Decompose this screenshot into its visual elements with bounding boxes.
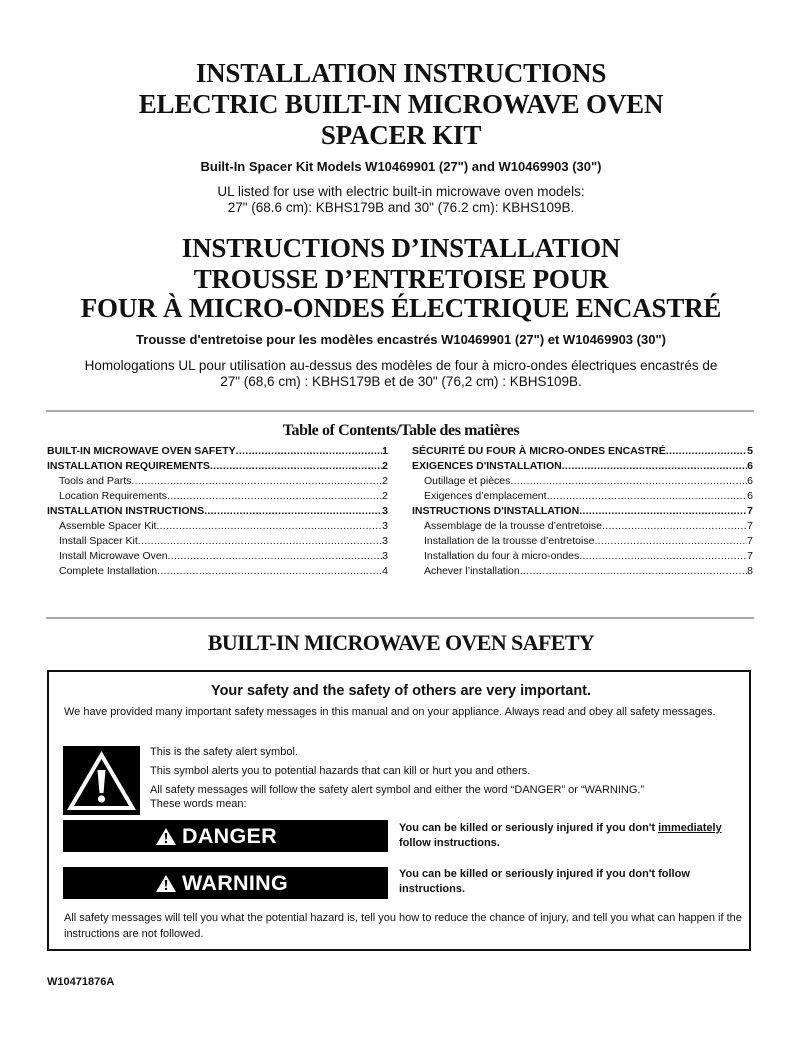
toc-left-column <box>47 444 388 579</box>
toc-entry-label: Install Microwave Oven <box>59 550 168 562</box>
toc-entry-label: BUILT-IN MICROWAVE OVEN SAFETY <box>47 445 236 457</box>
warning-signal-bar <box>63 867 388 899</box>
toc-entry-label: Installation de la trousse d’entretoise <box>424 535 595 547</box>
toc-entry[interactable] <box>47 504 388 519</box>
danger-signal-bar <box>63 820 388 852</box>
toc-title: Table of Contents/Table des matières <box>282 422 520 439</box>
toc-entry-label: Tools and Parts <box>59 475 132 487</box>
toc-leader-dots <box>156 519 382 534</box>
toc-entry[interactable] <box>412 444 753 459</box>
safety-heading: BUILT-IN MICROWAVE OVEN SAFETY <box>207 630 595 655</box>
danger-description <box>399 821 749 851</box>
safety-footer: All safety messages will tell you what the potential hazard is, tell you how to reduce the chance of injury, and tell you what can happen if the instructions are not followed. <box>64 912 742 940</box>
toc-leader-dots <box>562 459 747 474</box>
safety-alert-symbol <box>63 746 140 815</box>
toc-entry-page: 6 <box>747 475 753 487</box>
ul-fr-line-1: Homologations UL pour utilisation au-dessus des modèles de four à micro-ondes électriques encastrés de <box>84 358 718 373</box>
toc-entry-page: 3 <box>382 550 388 562</box>
title-fr-line-2: TROUSSE D’ENTRETOISE POUR <box>193 264 609 294</box>
danger-desc-emphasis: immediately <box>658 822 722 834</box>
toc-entry[interactable] <box>412 489 753 504</box>
toc-entry[interactable] <box>412 459 753 474</box>
warning-triangle-icon <box>155 827 177 846</box>
toc-entry-page: 2 <box>382 460 388 472</box>
toc-leader-dots <box>547 489 748 504</box>
toc-entry-label: Assemblage de la trousse d’entretoise <box>424 520 603 532</box>
toc-entry-label: Installation du four à micro-ondes <box>424 550 580 562</box>
toc-leader-dots <box>167 489 382 504</box>
toc-entry[interactable] <box>47 489 388 504</box>
toc-entry-label: Location Requirements <box>59 490 167 502</box>
toc-entry-label: INSTRUCTIONS D'INSTALLATION <box>412 505 580 517</box>
toc-leader-dots <box>131 474 382 489</box>
toc-leader-dots <box>602 519 747 534</box>
warning-word: WARNING <box>182 870 289 895</box>
symbol-line-3: All safety messages will follow the safety alert symbol and either the word “DANGER” or “WARNING.” <box>150 784 645 796</box>
toc-entry-label: INSTALLATION REQUIREMENTS <box>47 460 210 472</box>
toc-entry-page: 5 <box>747 445 753 457</box>
warning-triangle-icon <box>63 746 140 815</box>
toc-leader-dots <box>204 504 382 519</box>
warning-triangle-icon <box>155 874 177 893</box>
toc-entry-page: 6 <box>747 490 753 502</box>
toc-entry[interactable] <box>47 444 388 459</box>
part-number: W10471876A <box>47 976 115 988</box>
toc-entry-page: 1 <box>382 445 388 457</box>
warning-description: You can be killed or seriously injured if you don't follow instructions. <box>399 868 690 895</box>
toc-entry[interactable] <box>47 534 388 549</box>
toc-leader-dots <box>236 444 383 459</box>
toc-entry-label: Achever l’installation <box>424 565 520 577</box>
toc-entry-page: 8 <box>747 565 753 577</box>
toc-entry-label: Exigences d’emplacement <box>424 490 547 502</box>
toc-right-column <box>412 444 753 579</box>
toc-entry-label: SÉCURITÉ DU FOUR À MICRO-ONDES ENCASTRÉ <box>412 445 666 457</box>
toc-leader-dots <box>520 564 747 579</box>
danger-desc-post: follow instructions. <box>399 837 500 849</box>
toc-entry-page: 3 <box>382 505 388 517</box>
toc-entry-label: Install Spacer Kit <box>59 535 138 547</box>
title-fr-line-1: INSTRUCTIONS D’INSTALLATION <box>181 233 621 263</box>
toc-entry[interactable] <box>47 459 388 474</box>
symbol-line-2: This symbol alerts you to potential hazards that can kill or hurt you and others. <box>150 765 531 777</box>
toc-leader-dots <box>210 459 382 474</box>
ul-line-2: 27" (68.6 cm): KBHS179B and 30" (76.2 cm): KBHS109B. <box>227 200 575 215</box>
safety-box-title: Your safety and the safety of others are very important. <box>210 683 592 699</box>
toc-entry-page: 7 <box>747 535 753 547</box>
title-line-3: SPACER KIT <box>320 120 482 150</box>
toc-entry-label: EXIGENCES D'INSTALLATION <box>412 460 562 472</box>
toc-entry-label: Outillage et pièces <box>424 475 511 487</box>
toc-entry-page: 2 <box>382 475 388 487</box>
toc-entry[interactable] <box>412 519 753 534</box>
toc-entry-label: Assemble Spacer Kit <box>59 520 157 532</box>
title-fr-line-3: FOUR À MICRO-ONDES ÉLECTRIQUE ENCASTRÉ <box>80 293 722 323</box>
models-line: Built-In Spacer Kit Models W10469901 (27") and W10469903 (30") <box>200 159 602 174</box>
models-fr-line: Trousse d'entretoise pour les modèles encastrés W10469901 (27") et W10469903 (30") <box>136 332 666 347</box>
toc-entry[interactable] <box>47 519 388 534</box>
toc-leader-dots <box>168 549 383 564</box>
safety-intro: We have provided many important safety messages in this manual and on your appliance. Always read and obey all safety messages. <box>64 706 716 718</box>
divider-top <box>46 410 754 412</box>
toc-leader-dots <box>666 444 747 459</box>
toc-entry[interactable] <box>412 534 753 549</box>
toc-entry-page: 2 <box>382 490 388 502</box>
symbol-line-1: This is the safety alert symbol. <box>150 746 298 758</box>
toc-entry-page: 3 <box>382 520 388 532</box>
toc-entry-page: 7 <box>747 550 753 562</box>
ul-fr-line-2: 27" (68,6 cm) : KBHS179B et de 30" (76,2 cm) : KBHS109B. <box>220 374 582 389</box>
toc-entry[interactable] <box>47 474 388 489</box>
toc-leader-dots <box>579 549 747 564</box>
ul-line-1: UL listed for use with electric built-in microwave oven models: <box>217 184 585 199</box>
toc-entry-page: 4 <box>382 565 388 577</box>
toc-entry-page: 7 <box>747 505 753 517</box>
toc-leader-dots <box>510 474 747 489</box>
toc-entry[interactable] <box>412 564 753 579</box>
toc-entry[interactable] <box>47 549 388 564</box>
toc-entry[interactable] <box>412 504 753 519</box>
toc-entry-label: Complete Installation <box>59 565 158 577</box>
toc-entry[interactable] <box>412 549 753 564</box>
toc-leader-dots <box>138 534 382 549</box>
danger-word: DANGER <box>182 823 277 848</box>
title-line-2: ELECTRIC BUILT-IN MICROWAVE OVEN <box>138 89 664 119</box>
danger-desc-pre: You can be killed or seriously injured if you don't <box>399 822 659 834</box>
symbol-line-4: These words mean: <box>150 798 247 810</box>
toc-leader-dots <box>157 564 382 579</box>
toc-entry-page: 6 <box>747 460 753 472</box>
title-line-1: INSTALLATION INSTRUCTIONS <box>195 58 607 88</box>
toc-entry[interactable] <box>47 564 388 579</box>
toc-leader-dots <box>579 504 747 519</box>
toc-entry-label: INSTALLATION INSTRUCTIONS <box>47 505 205 517</box>
toc-entry-page: 7 <box>747 520 753 532</box>
toc-leader-dots <box>594 534 747 549</box>
toc-entry[interactable] <box>412 474 753 489</box>
divider-bottom <box>46 617 754 619</box>
toc-entry-page: 3 <box>382 535 388 547</box>
